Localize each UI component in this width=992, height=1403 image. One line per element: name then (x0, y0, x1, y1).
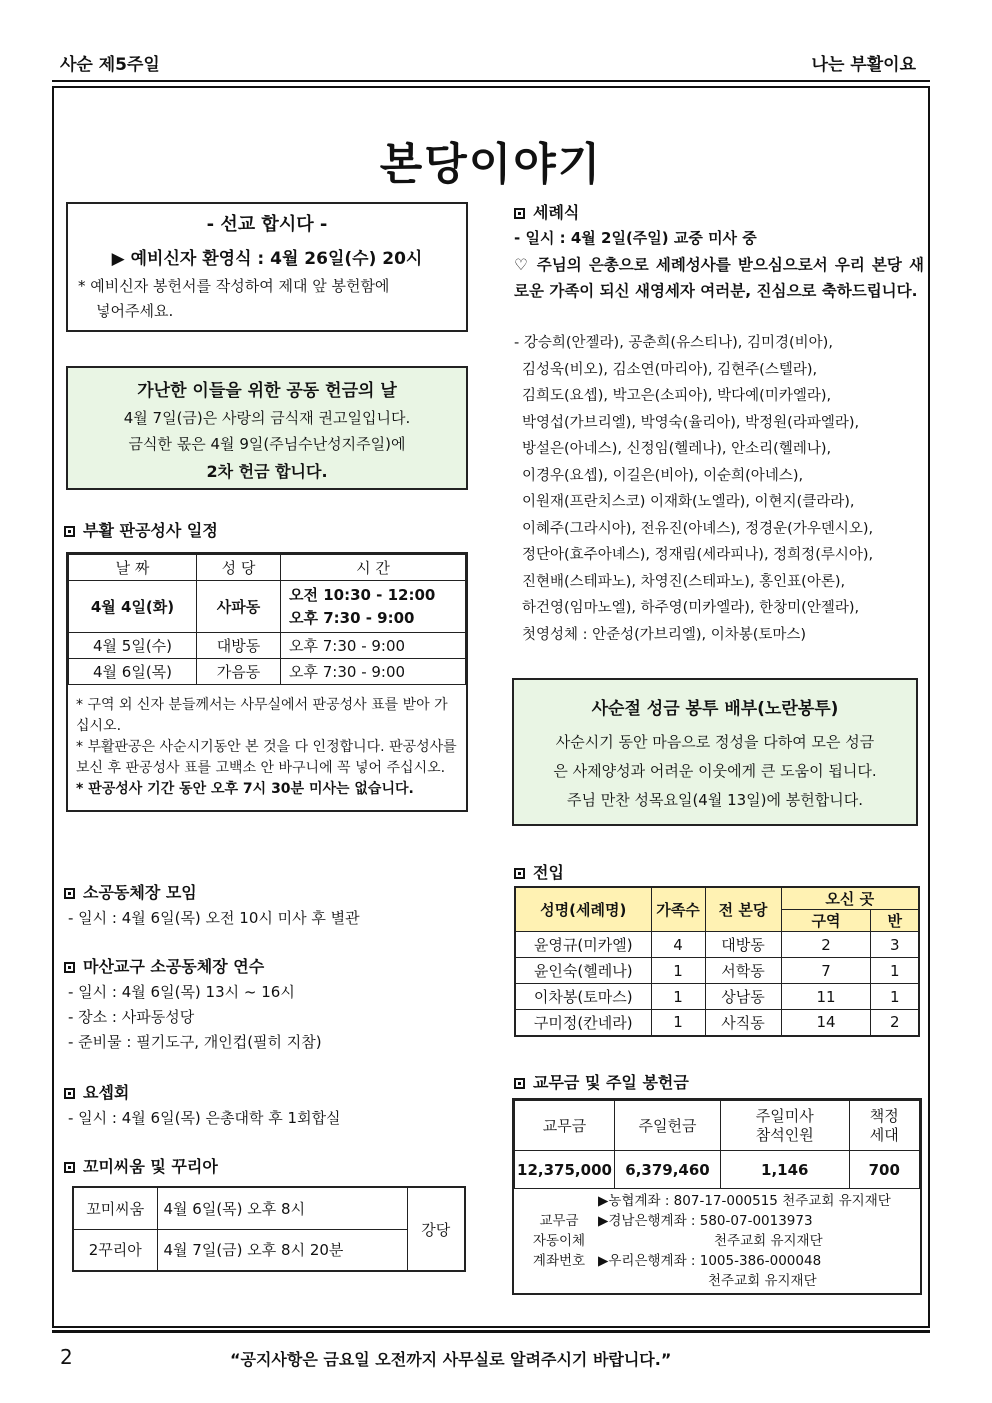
cell: 사직동 (705, 1010, 781, 1036)
kkomi-heading: 꼬미씨움 및 꾸리아 (64, 1154, 218, 1177)
cell: 2 (781, 932, 871, 958)
mission-box (66, 202, 468, 332)
account-line: 천주교회 유지재단 (708, 1273, 817, 1289)
account-line: ▶경남은행계좌 : 580-07-0013973 (598, 1213, 813, 1229)
cell: 3 (871, 932, 919, 958)
footer-notice: “공지사항은 금요일 오전까지 사무실로 알려주시기 바랍니다.” (230, 1350, 672, 1369)
offering-header: 주일헌금 (615, 1101, 721, 1151)
account-line: ▶농협계좌 : 807-17-000515 천주교회 유지재단 (598, 1193, 891, 1209)
cell: 구미정(칸네라) (515, 1010, 651, 1036)
row-place: 사파동 (197, 581, 281, 633)
joseph-heading: 요셉회 (64, 1080, 129, 1103)
poor-line-1: 4월 7일(금)은 사랑의 금식재 권고일입니다. (123, 409, 411, 427)
names-line: - 강승희(안젤라), 공춘희(유스티나), 김미경(비아), (514, 335, 833, 351)
col-count: 가족수 (651, 887, 705, 932)
names-line: 첫영성체 : 안준성(가브리엘), 이차봉(토마스) (522, 626, 807, 643)
footer-rule (52, 1330, 930, 1333)
confession-note: * 판공성사 기간 동안 오후 7시 30분 미사는 없습니다. (76, 781, 414, 797)
offering-header: 책정 세대 (849, 1101, 919, 1151)
row-date: 4월 6일(목) (69, 659, 197, 685)
names-line: 김성욱(비오), 김소연(마리아), 김현주(스텔라), (522, 361, 818, 378)
kkomi-table (72, 1186, 466, 1272)
poor-line-2: 금식한 몫은 4월 9일(주님수난성지주일)에 (128, 435, 406, 453)
names-line: 정단아(효주아녜스), 정재림(세라피나), 정희정(루시아), (522, 547, 874, 563)
mission-title: - 선교 합시다 - (206, 214, 328, 235)
top-rule (52, 80, 930, 82)
names-line: 김희도(요셉), 박고은(소피아), 박다예(미카엘라), (522, 388, 832, 404)
offering-header: 교무금 (515, 1101, 615, 1151)
cell: 1 (651, 958, 705, 984)
cell: 서학동 (705, 958, 781, 984)
kkomi-place: 강당 (407, 1187, 465, 1271)
poor-title: 가난한 이들을 위한 공동 헌금의 날 (137, 381, 397, 401)
page-title: 본당이야기 (379, 139, 603, 190)
lent-line: 사순시기 동안 마음으로 정성을 다하여 모은 성금 (555, 733, 875, 751)
col-place: 성 당 (197, 555, 281, 581)
poor-line-3: 2차 헌금 합니다. (206, 462, 328, 481)
joseph-line: - 일시 : 4월 6일(목) 은총대학 후 1회합실 (68, 1109, 341, 1127)
account-line: ▶우리은행계좌 : 1005-386-000048 (598, 1253, 822, 1269)
header-left: 사순 제5주일 (60, 55, 160, 75)
kkomi-time: 4월 7일(금) 오후 8시 20분 (157, 1229, 407, 1271)
offering-value: 1,146 (721, 1151, 850, 1189)
cell: 7 (781, 958, 871, 984)
header-right: 나는 부활이요 (811, 55, 916, 75)
offering-header: 주일미사 참석인원 (721, 1101, 850, 1151)
cell: 1 (651, 984, 705, 1010)
confession-heading: 부활 판공성사 일정 (64, 518, 218, 541)
poor-box (66, 366, 468, 490)
kkomi-time: 4월 6일(목) 오후 8시 (157, 1187, 407, 1229)
names-line: 이원재(프란치스코) 이재화(노엘라), 이현지(클라라), (522, 494, 855, 510)
col-time: 시 간 (281, 555, 466, 581)
account-label: 교무금 자동이체 계좌번호 (532, 1213, 586, 1269)
col-ban: 반 (871, 910, 919, 932)
col-date: 날 짜 (69, 555, 197, 581)
confession-note: * 부활판공은 사순시기동안 본 것을 다 인정합니다. 판공성사를 보신 후 판공성사 표를 고백소 안 바구니에 꼭 넣어 주십시오. (76, 739, 457, 776)
names-line: 박영섭(가브리엘), 박영숙(율리아), 박정원(라파엘라), (522, 414, 860, 431)
confession-table (68, 554, 466, 685)
row-place: 가음동 (197, 659, 281, 685)
small-comm-heading: 소공동체장 모임 (64, 880, 197, 903)
cell: 윤인숙(헬레나) (515, 958, 651, 984)
lent-line: 은 사제양성과 어려운 이웃에게 큰 도움이 됩니다. (553, 762, 877, 780)
cell: 상남동 (705, 984, 781, 1010)
offering-heading: 교무금 및 주일 봉헌금 (514, 1070, 689, 1093)
offering-value: 12,375,000 (515, 1151, 615, 1189)
page-number: 2 (60, 1345, 73, 1369)
mission-event: ▶ 예비신자 환영식 : 4월 26일(수) 20시 (111, 249, 423, 269)
col-prev: 전 본당 (705, 887, 781, 932)
kkomi-name: 2꾸리아 (73, 1229, 157, 1271)
names-line: 이혜주(그라시아), 전유진(아녜스), 정경운(가우덴시오), (522, 520, 874, 537)
col-name: 성명(세례명) (515, 887, 651, 932)
transfer-heading: 전입 (514, 860, 564, 883)
transfer-table (514, 886, 920, 1037)
mission-note: * 예비신자 봉헌서를 작성하여 제대 앞 봉헌함에 (78, 277, 390, 295)
row-place: 대방동 (197, 633, 281, 659)
col-district: 구역 (781, 910, 871, 932)
baptism-date: - 일시 : 4월 2일(주일) 교중 미사 중 (514, 229, 757, 247)
row-date: 4월 4일(화) (69, 581, 197, 633)
offering-value: 6,379,460 (615, 1151, 721, 1189)
names-line: 이경우(요셉), 이길은(비아), 이순희(아네스), (522, 467, 804, 484)
baptism-heading: 세례식 (514, 200, 579, 223)
cell: 1 (871, 958, 919, 984)
row-time: 오후 7:30 - 9:00 (281, 659, 466, 685)
lent-box (512, 678, 918, 826)
row-time: 오후 7:30 - 9:00 (281, 633, 466, 659)
page-header (60, 50, 916, 75)
masan-lines: - 일시 : 4월 6일(목) 13시 ~ 16시 - 장소 : 사파동성당 - 준비물 : 필기도구, 개인컵(필히 지참) (68, 983, 322, 1051)
account-line: 천주교회 유지재단 (714, 1233, 823, 1249)
row-date: 4월 5일(수) (69, 633, 197, 659)
confession-notes (68, 685, 466, 810)
cell: 2 (871, 1010, 919, 1036)
cell: 1 (871, 984, 919, 1010)
offering-table (514, 1100, 920, 1189)
lent-title: 사순절 성금 봉투 배부(노란봉투) (591, 699, 839, 719)
cell: 대방동 (705, 932, 781, 958)
offering-value: 700 (849, 1151, 919, 1189)
cell: 11 (781, 984, 871, 1010)
small-comm-line: - 일시 : 4월 6일(목) 오전 10시 미사 후 별관 (68, 909, 360, 927)
kkomi-name: 꼬미씨움 (73, 1187, 157, 1229)
confession-table-wrap (66, 552, 468, 812)
content-frame (52, 86, 930, 1328)
confession-note: * 구역 외 신자 분들께서는 사무실에서 판공성사 표를 받아 가십시오. (76, 697, 448, 734)
names-line: 하건영(임마노엘), 하주영(미카엘라), 한창미(안젤라), (522, 600, 860, 616)
baptism-message: ♡ 주님의 은총으로 세례성사를 받으심으로서 우리 본당 새로운 가족이 되신 새영세자 여러분, 진심으로 축하드립니다. (514, 256, 924, 300)
col-origin: 오신 곳 (781, 887, 919, 910)
names-line: 방설은(아네스), 신정임(헬레나), 안소리(헬레나), (522, 441, 832, 457)
cell: 14 (781, 1010, 871, 1036)
cell: 1 (651, 1010, 705, 1036)
names-line: 진현배(스테파노), 차영진(스테파노), 홍인표(아론), (522, 573, 846, 590)
account-info (514, 1189, 920, 1293)
cell: 이차봉(토마스) (515, 984, 651, 1010)
lent-line: 주님 만찬 성목요일(4월 13일)에 봉헌합니다. (566, 791, 864, 809)
masan-heading: 마산교구 소공동체장 연수 (64, 954, 264, 977)
offering-box (512, 1098, 922, 1295)
cell: 윤영규(미카엘) (515, 932, 651, 958)
mission-note-2: 넣어주세요. (96, 302, 174, 320)
row-time: 오전 10:30 - 12:00 오후 7:30 - 9:00 (281, 581, 466, 633)
cell: 4 (651, 932, 705, 958)
baptism-names (514, 330, 928, 648)
